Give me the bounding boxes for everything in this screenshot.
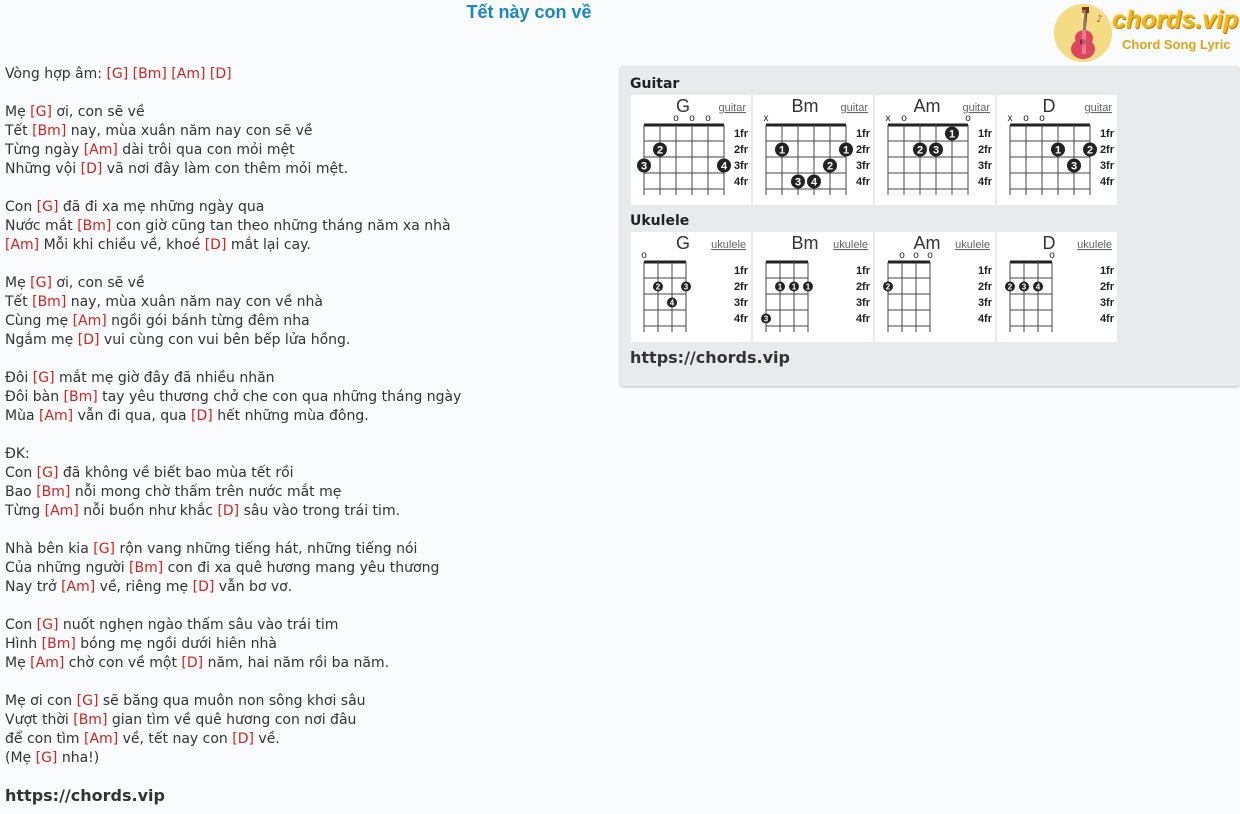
lyric-line [5,692,605,711]
guitar-chord-card-Bm[interactable] [753,95,873,205]
lyrics [5,65,605,768]
lyric-text: Mẹ ơi con [5,693,77,709]
open-string-marker: o [927,250,933,261]
guitar-chord-card-Am[interactable] [875,95,995,205]
finger-number: 1 [791,282,797,292]
lyric-line [5,445,605,464]
lyric-text: sâu vào trong trái tim. [239,503,401,519]
lyric-text: Mẹ [5,655,31,671]
fret-label: 2fr [733,281,748,293]
lyric-line [5,673,605,692]
lyric-line [5,141,605,160]
chord-link[interactable]: [Bm] [73,712,108,728]
chord-link[interactable]: [D] [181,655,204,671]
lyric-text: Con [5,465,37,481]
site-link[interactable]: https://chords.vip [5,786,165,805]
chord-name: D [1042,96,1056,116]
fret-label: 3fr [977,297,992,309]
finger-number: 3 [683,282,689,292]
lyric-text: mắt mẹ giờ đây đã nhiều nhăn [54,370,275,386]
lyric-line [5,578,605,597]
lyric-line [5,84,605,103]
lyric-text: gian tìm về quê hương con nơi đâu [107,712,357,728]
fret-label: 4fr [977,176,992,188]
chord-link[interactable]: [Am] [61,579,96,595]
lyric-text: dài trôi qua con mỏi mệt [117,142,295,158]
lyric-text: hết những mùa đông. [212,408,369,424]
lyric-text: vã nơi đây làm con thêm mỏi mệt. [102,161,349,177]
fret-label: 2fr [977,281,992,293]
chord-type-link[interactable]: guitar [962,102,990,114]
lyric-line [5,559,605,578]
lyric-text: Mẹ [5,104,31,120]
logo-subtitle: Chord Song Lyric [1122,37,1231,52]
lyric-line [5,331,605,350]
lyric-text: rộn vang những tiếng hát, những tiếng nói [115,541,418,557]
lyric-text: ơi, con sẽ về [51,104,145,120]
chord-link[interactable]: [D] [80,161,103,177]
lyric-text: Từng ngày [5,142,84,158]
guitar-chord-card-G[interactable] [631,95,751,205]
lyric-line [5,464,605,483]
lyric-line [5,730,605,749]
fret-label: 3fr [1099,160,1114,172]
chord-name: Bm [791,96,819,116]
muted-string-marker: x [763,113,769,124]
chord-link[interactable]: [D] [192,579,215,595]
lyric-line [5,217,605,236]
finger-number: 3 [794,176,802,189]
lyric-text: vui cùng con vui bên bếp lửa hồng. [99,332,351,348]
chord-type-link[interactable]: guitar [1084,102,1112,114]
fret-label: 4fr [855,176,870,188]
chord-link[interactable]: [D] [232,731,254,747]
chord-link[interactable]: [D] [204,237,227,253]
lyric-text: Con [5,617,37,633]
ukulele-chord-card-Am[interactable] [875,232,995,342]
lyric-text: Mẹ [5,275,31,291]
chord-link[interactable]: [Am] [83,142,118,158]
lyric-text: Nhà bên kia [5,541,94,557]
fret-label: 1fr [977,265,992,277]
chord-link[interactable]: [D] [77,332,100,348]
finger-number: 2 [1007,282,1013,292]
logo-text: chords.vip [1112,6,1239,34]
chord-name: D [1042,233,1056,253]
lyric-text: Nay trở [5,579,62,595]
finger-number: 2 [655,282,661,292]
chord-link[interactable]: [G] [36,617,59,633]
chord-link[interactable]: [G] [32,370,55,386]
lyric-text: nỗi buồn như khắc [78,503,218,519]
chord-link[interactable]: [Bm] [32,123,67,139]
fret-label: 3fr [855,160,870,172]
fret-label: 1fr [1099,128,1114,140]
fret-label: 4fr [1099,176,1114,188]
lyric-line [5,654,605,673]
chord-name: Am [913,96,941,116]
lyric-line [5,350,605,369]
lyric-text: về, tết nay con [118,731,233,747]
chord-name: Am [913,233,941,253]
lyric-text: vẫn bơ vơ. [214,579,293,595]
open-string-marker: o [1023,113,1029,124]
fret-label: 1fr [855,265,870,277]
lyric-text: để con tìm [5,731,85,747]
fret-label: 2fr [733,144,748,156]
finger-number: 4 [1035,282,1041,292]
finger-number: 1 [777,282,783,292]
lyric-text: ơi, con sẽ về [51,275,145,291]
lyric-line [5,369,605,388]
fret-label: 3fr [855,297,870,309]
guitar-heading: Guitar [630,76,680,92]
finger-number: 1 [842,144,850,157]
chord-type-link[interactable]: ukulele [711,239,746,251]
chord-link[interactable]: [G] [93,541,116,557]
open-string-marker: o [965,113,971,124]
lyric-line [5,483,605,502]
chord-link[interactable]: [Am] [84,731,119,747]
chord-link[interactable]: [Bm] [36,484,71,500]
lyric-line [5,426,605,445]
lyric-text: nay, mùa xuân năm nay con về nhà [66,294,323,310]
lyric-line [5,711,605,730]
chord-link[interactable]: [Am] [171,66,206,82]
lyric-text: Nước mắt [5,218,78,234]
lyric-line [5,160,605,179]
lyric-line [5,407,605,426]
chord-link[interactable]: [G] [36,199,59,215]
lyric-text: Mỗi khi chiều về, khoé [39,237,205,253]
chord-link[interactable]: [Am] [5,237,40,253]
lyric-line [5,388,605,407]
lyric-text: ngồi gói bánh từng đêm nha [106,313,310,329]
guitar-chord-card-D[interactable] [997,95,1117,205]
lyric-text: nuốt nghẹn ngào thấm sâu vào trái tim [58,617,339,633]
lyric-line [5,597,605,616]
open-string-marker: o [913,250,919,261]
fret-label: 4fr [977,313,992,325]
fret-label: 1fr [733,265,748,277]
lyric-text: Từng [5,503,45,519]
lyric-line [5,293,605,312]
finger-number: 2 [1086,144,1094,157]
lyric-text: chờ con về một [64,655,182,671]
chord-link[interactable]: [Am] [38,408,74,424]
lyric-text: nỗi mong chờ thấm trên nước mắt mẹ [70,484,342,500]
fret-label: 1fr [855,128,870,140]
lyric-text: Vượt thời [5,712,74,728]
fret-label: 4fr [733,313,748,325]
finger-number: 1 [778,144,786,157]
lyric-text: Cùng mẹ [5,313,73,329]
lyric-line [5,274,605,293]
open-string-marker: o [705,113,711,124]
finger-number: 3 [763,314,769,324]
finger-number: 1 [805,282,811,292]
chord-name: G [675,233,691,253]
fret-label: 1fr [977,128,992,140]
fret-label: 3fr [733,297,748,309]
fret-label: 3fr [733,160,748,172]
lyric-text: mắt lại cay. [226,237,311,253]
lyric-line [5,236,605,255]
fret-label: 2fr [977,144,992,156]
fret-label: 2fr [855,144,870,156]
finger-number: 3 [932,144,940,157]
svg-text:♪: ♪ [1096,14,1103,25]
chord-link[interactable]: [Bm] [32,294,67,310]
ukulele-chord-card-Bm[interactable] [753,232,873,342]
chord-link[interactable]: [D] [191,408,213,424]
lyric-line [5,65,605,84]
lyric-text: về. [253,731,280,747]
open-string-marker: o [1049,250,1055,261]
site-logo[interactable] [1054,4,1239,62]
fret-label: 2fr [1099,281,1114,293]
chord-type-link[interactable]: ukulele [1077,239,1112,251]
chord-type-link[interactable]: ukulele [955,239,990,251]
chord-link[interactable]: [Bm] [63,389,98,405]
ukulele-chord-card-G[interactable] [631,232,751,342]
finger-number: 2 [885,282,891,292]
fret-label: 2fr [1099,144,1114,156]
lyric-text: Những vội [5,161,81,177]
ukulele-chord-card-D[interactable] [997,232,1117,342]
lyric-text: Ngắm mẹ [5,332,78,348]
guitar-logo-icon [1054,4,1112,62]
finger-number: 2 [916,144,924,157]
chord-type-link[interactable]: guitar [840,102,868,114]
fret-label: 4fr [733,176,748,188]
chord-panel [620,66,1240,386]
finger-number: 4 [669,298,675,308]
chord-link[interactable]: [D] [209,66,232,82]
lyric-text: vẫn đi qua, qua [73,408,192,424]
lyric-line [5,255,605,274]
chord-type-link[interactable]: guitar [718,102,746,114]
lyric-text: đã không về biết bao mùa tết rồi [58,465,294,481]
lyric-text: Đôi bàn [5,389,64,405]
fret-label: 3fr [977,160,992,172]
lyric-line [5,179,605,198]
lyric-text: về, riêng mẹ [95,579,193,595]
lyric-line [5,122,605,141]
lyric-text: năm, hai năm rồi ba năm. [203,655,390,671]
lyric-text: Vòng hợp âm: [5,66,107,82]
fret-label: 4fr [855,313,870,325]
lyric-text: ĐK: [5,446,30,462]
lyric-line [5,103,605,122]
lyric-text: (Mẹ [5,750,36,766]
lyric-line [5,521,605,540]
lyric-line [5,312,605,331]
finger-number: 4 [720,160,728,173]
chord-link[interactable]: [Am] [72,313,107,329]
lyric-text: Hình [5,636,42,652]
finger-number: 1 [1054,144,1062,157]
ukulele-heading: Ukulele [630,213,690,229]
chord-name: G [675,96,691,116]
chord-link[interactable]: [G] [35,750,58,766]
fret-label: 2fr [855,281,870,293]
open-string-marker: o [1039,113,1045,124]
muted-string-marker: x [885,113,891,124]
chord-link[interactable]: [Am] [44,503,79,519]
lyric-text: nha!) [57,750,100,766]
fret-label: 1fr [1099,265,1114,277]
lyric-text: Đôi [5,370,33,386]
finger-number: 2 [826,160,834,173]
lyric-text: Mùa [5,408,39,424]
lyric-text: Của những người [5,560,130,576]
lyric-line [5,749,605,768]
fret-label: 1fr [733,128,748,140]
open-string-marker: o [901,113,907,124]
lyric-line [5,540,605,559]
lyric-text: tay yêu thương chở che con qua những tháng ngày [97,389,462,405]
chord-name: Bm [791,233,819,253]
finger-number: 3 [640,160,648,173]
lyric-line [5,502,605,521]
chord-link[interactable]: [Bm] [132,66,167,82]
lyric-text: nay, mùa xuân năm nay con sẽ về [66,123,313,139]
finger-number: 3 [1021,282,1027,292]
lyric-line [5,616,605,635]
finger-number: 3 [1070,160,1078,173]
open-string-marker: o [641,250,647,261]
fret-label: 4fr [1099,313,1114,325]
chord-type-link[interactable]: ukulele [833,239,868,251]
chord-link[interactable]: [D] [217,503,240,519]
lyric-text: con giờ cũng tan theo những tháng năm xa nhà [111,218,451,234]
chord-link[interactable]: [Bm] [129,560,164,576]
lyric-text: Tết [5,123,33,139]
lyric-text: Con [5,199,37,215]
lyric-line [5,198,605,217]
panel-site-link[interactable]: https://chords.vip [630,348,790,367]
lyric-text: sẽ băng qua muôn non sông khơi sâu [98,693,366,709]
lyric-text: con đi xa quê hương mang yêu thương [163,560,440,576]
chord-link[interactable]: [G] [76,693,99,709]
chord-link[interactable]: [Bm] [41,636,76,652]
open-string-marker: o [689,113,695,124]
fret-label: 3fr [1099,297,1114,309]
lyric-text: Tết [5,294,33,310]
lyric-text: Bao [5,484,37,500]
lyric-text: bóng mẹ ngồi dưới hiên nhà [75,636,277,652]
song-title: Tết này con về [466,2,592,22]
open-string-marker: o [673,113,679,124]
chord-link[interactable]: [Bm] [77,218,112,234]
lyric-text: đã đi xa mẹ những ngày qua [58,199,265,215]
chord-link[interactable]: [Am] [30,655,65,671]
muted-string-marker: x [1007,113,1013,124]
finger-number: 2 [656,144,664,157]
open-string-marker: o [899,250,905,261]
chord-link[interactable]: [G] [36,465,59,481]
finger-number: 1 [948,128,956,141]
chord-link[interactable]: [G] [30,104,52,120]
lyric-line [5,635,605,654]
finger-number: 4 [810,176,818,189]
chord-link[interactable]: [G] [30,275,52,291]
chord-link[interactable]: [G] [106,66,129,82]
